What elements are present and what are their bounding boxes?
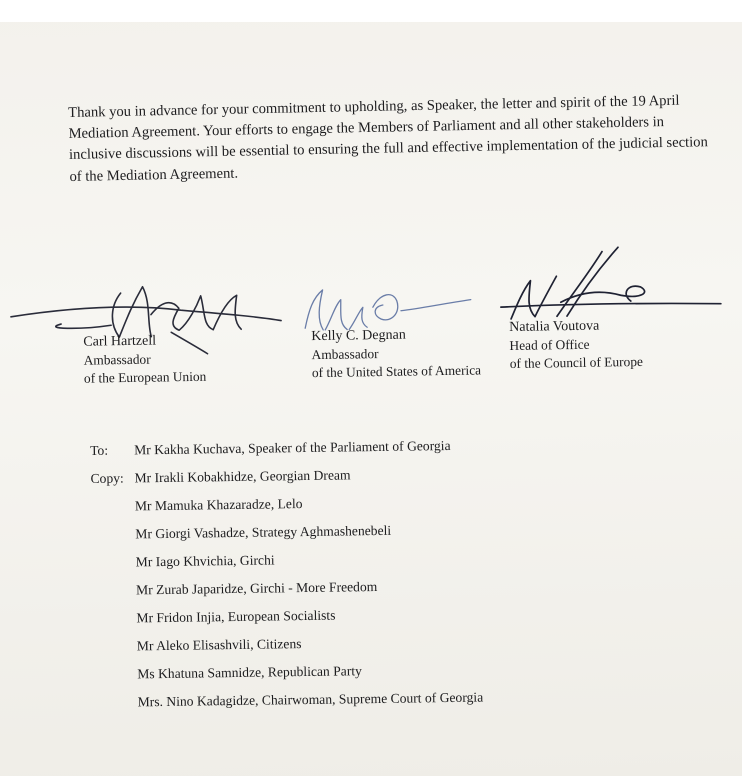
copy-recipient: Mr Aleko Elisashvili, Citizens xyxy=(136,636,302,654)
copy-recipient: Mr Fridon Injia, European Socialists xyxy=(136,607,336,626)
signatory-name: Carl Hartzell xyxy=(83,333,157,350)
signatory-title: Ambassador xyxy=(311,346,379,363)
signatory-name: Kelly C. Degnan xyxy=(311,327,406,345)
copy-recipient: Mr Mamuka Khazaradze, Lelo xyxy=(134,496,303,514)
copy-recipient: Mr Giorgi Vashadze, Strategy Aghmashenebeli xyxy=(135,522,392,542)
to-label: To: xyxy=(90,442,109,458)
signatory-1 xyxy=(83,332,206,388)
signature-kelly-degnan xyxy=(305,288,472,331)
closing-paragraph: Thank you in advance for your commitment to upholding, as Speaker, the letter and spirit of the 19 April Mediation Agreement. Your efforts to engage the Members of Parliament and all other stakeholders in inclusive discussions will be essential to ensuring the full and effective implementation of the judicial section of the Mediation Agreement. xyxy=(68,92,708,185)
signatory-organization: of the Council of Europe xyxy=(509,353,644,372)
to-recipient: Mr Kakha Kuchava, Speaker of the Parliament of Georgia xyxy=(134,437,451,458)
signatory-title: Ambassador xyxy=(83,351,151,368)
copy-recipient: Mr Zurab Japaridze, Girchi - More Freedom xyxy=(135,579,378,598)
copy-recipient: Mr Iago Khvichia, Girchi xyxy=(135,552,275,570)
copy-recipient: Ms Khatuna Samnidze, Republican Party xyxy=(137,663,362,682)
signatory-title: Head of Office xyxy=(509,336,590,354)
signatory-3 xyxy=(509,317,643,373)
copy-label: Copy: xyxy=(90,470,124,486)
signature-natalia-voutova xyxy=(500,246,721,319)
copy-recipient: Mrs. Nino Kadagidze, Chairwoman, Supreme Court of Georgia xyxy=(137,689,484,710)
signatory-2 xyxy=(311,325,481,382)
signatory-name: Natalia Voutova xyxy=(509,318,600,336)
page-top-margin xyxy=(0,0,742,22)
signatory-organization: of the United States of America xyxy=(311,362,482,381)
signature-block xyxy=(0,243,742,405)
copy-recipient: Mr Irakli Kobakhidze, Georgian Dream xyxy=(134,467,351,486)
distribution-list xyxy=(90,433,674,721)
signatory-organization: of the European Union xyxy=(83,368,207,386)
